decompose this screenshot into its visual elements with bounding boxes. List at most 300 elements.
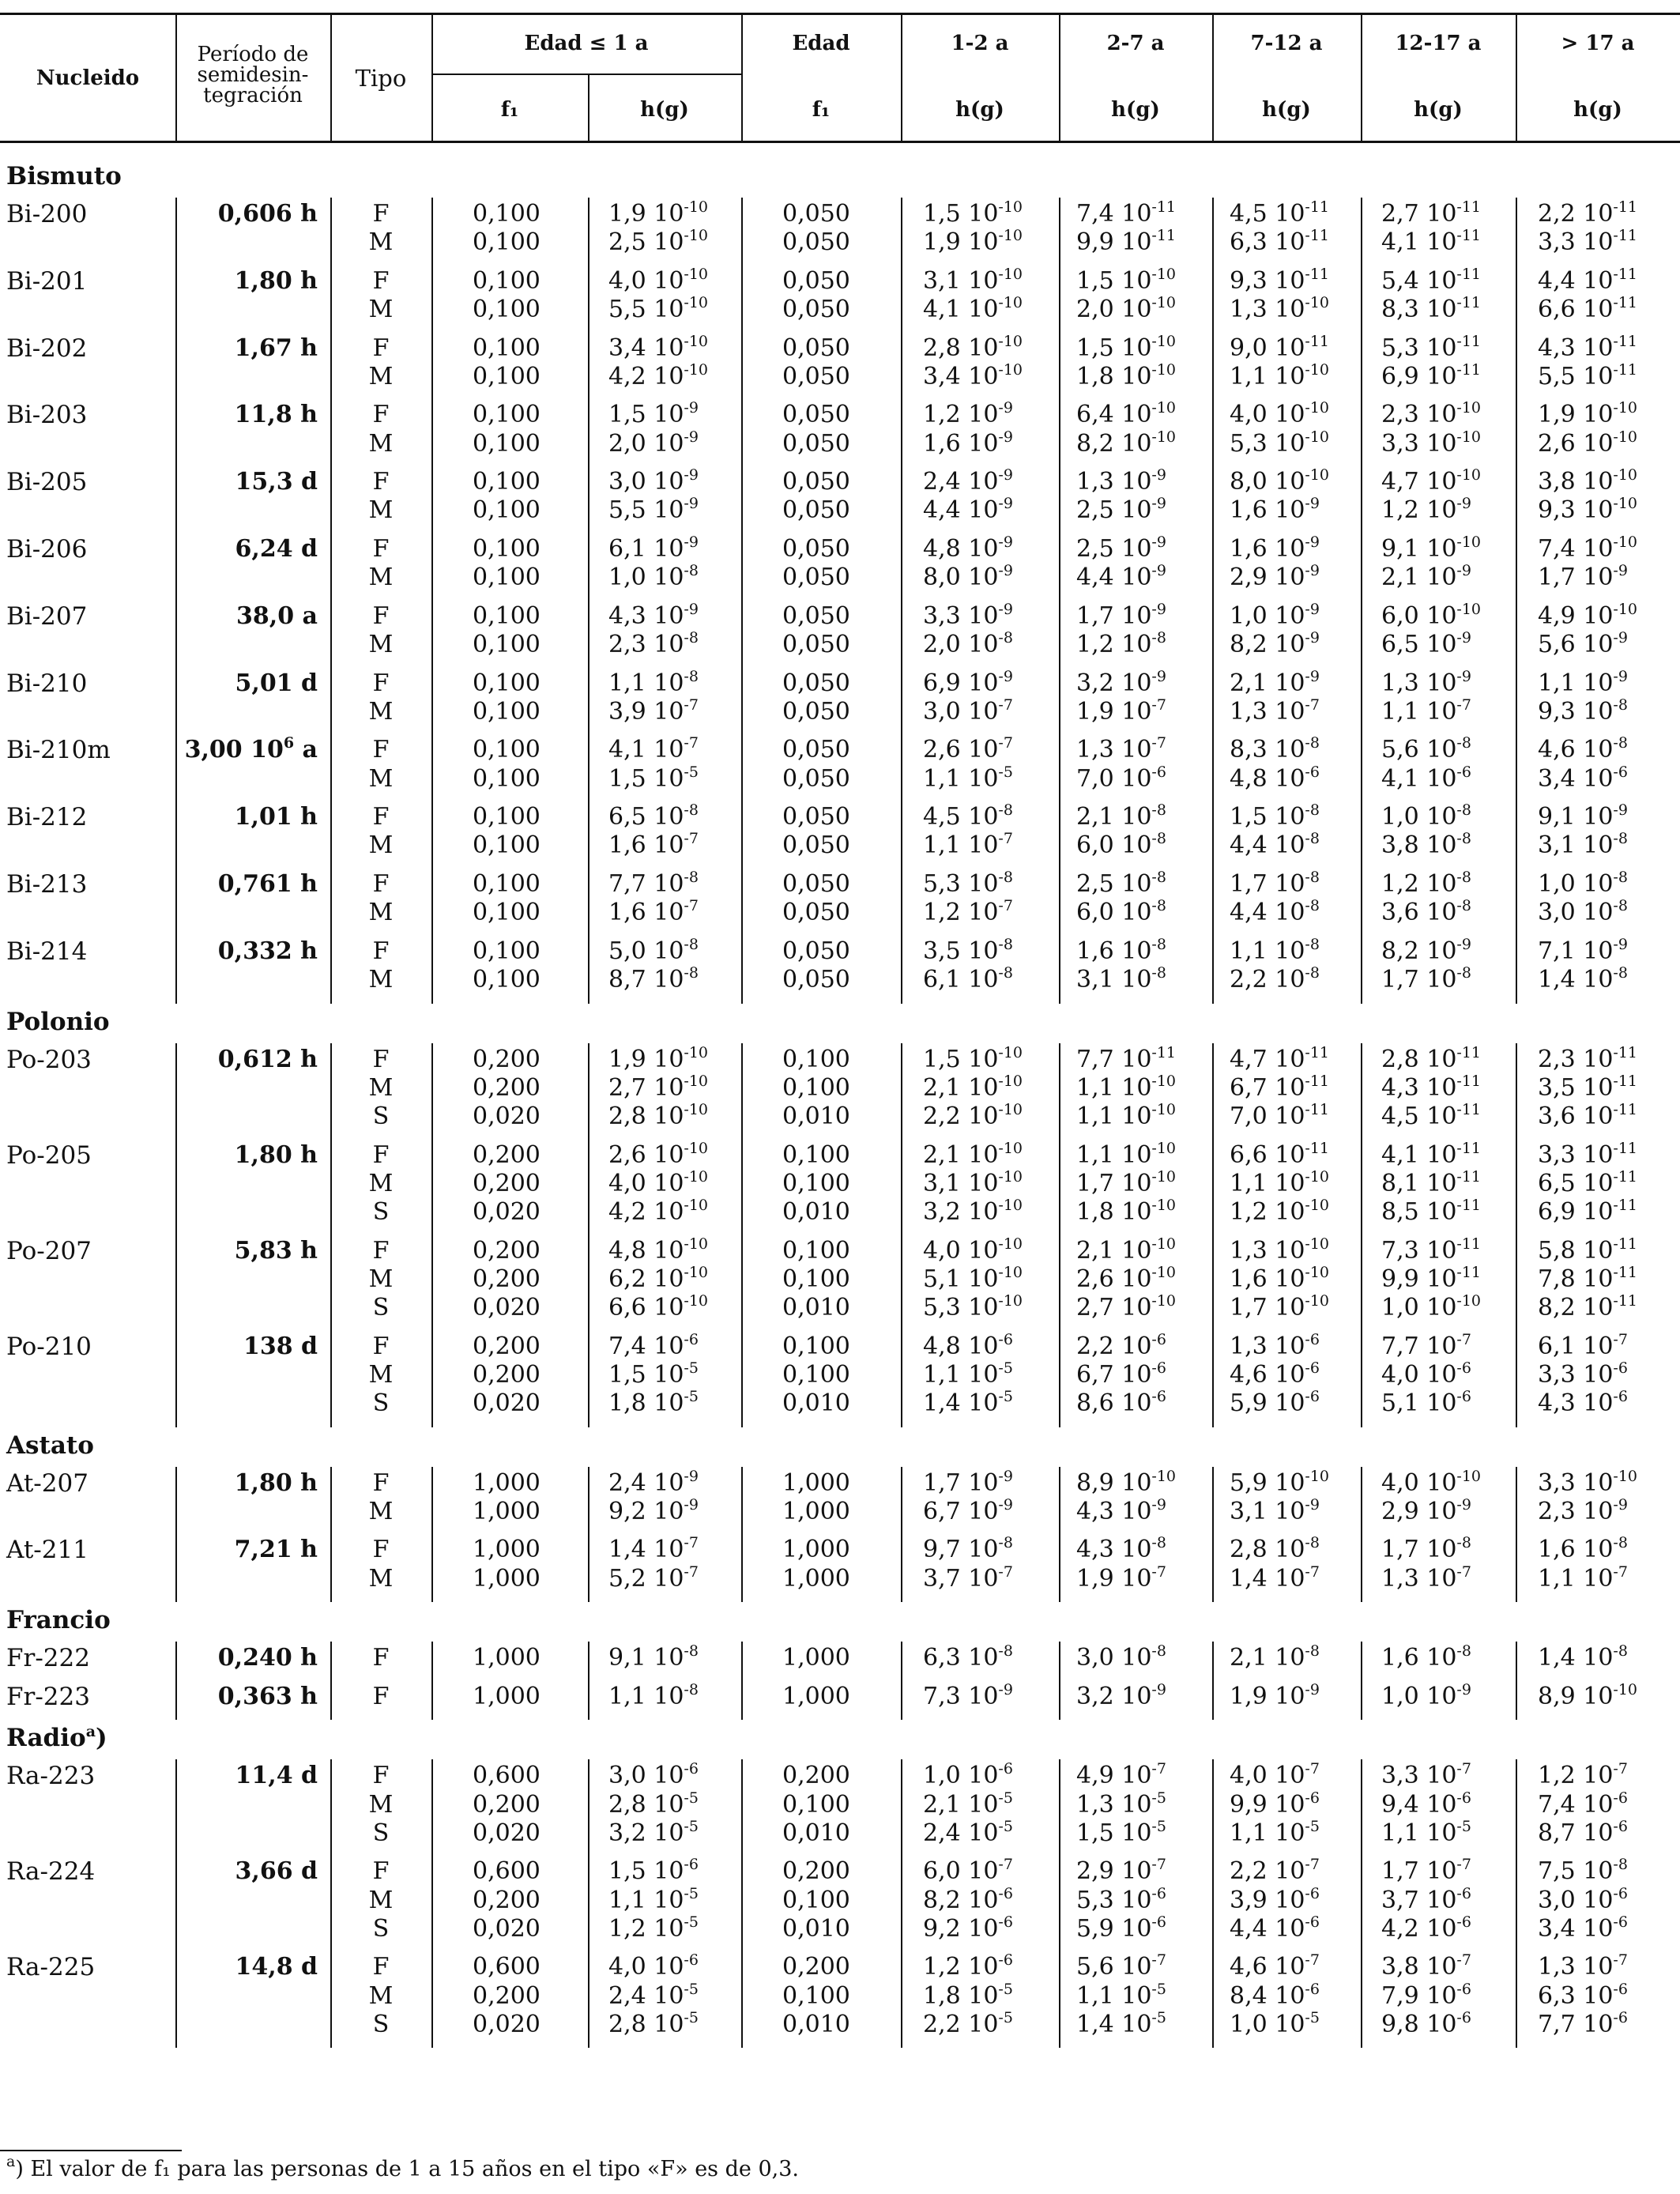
- tipo-cell: S: [372, 1198, 390, 1226]
- h-age-cell-exponent: -8: [1305, 734, 1320, 752]
- h-age-cell-mantissa: 6,3 10: [1230, 228, 1305, 257]
- h-age-cell-mantissa: 1,2 10: [923, 1953, 999, 1981]
- h-age-cell-mantissa: 1,7 10: [1076, 601, 1152, 630]
- h-age-cell-exponent: -10: [1151, 1167, 1177, 1186]
- half-life: [175, 804, 318, 831]
- h-age-cell-mantissa: 9,0 10: [1230, 334, 1305, 362]
- h-infant-cell-mantissa: 5,5 10: [608, 496, 684, 525]
- f1-infant-cell: 0,100: [473, 468, 541, 496]
- h-age-cell-mantissa: 6,7 10: [1076, 1360, 1152, 1389]
- h-age-cell-mantissa: 4,9 10: [1076, 1762, 1152, 1790]
- h-age-cell-exponent: -10: [1305, 466, 1330, 484]
- h-infant-cell: [608, 466, 699, 496]
- f1-infant-cell: 0,100: [473, 401, 541, 429]
- tipo-cell: M: [368, 1265, 394, 1293]
- h-infant-cell: [608, 667, 699, 697]
- h-age-cell-exponent: -11: [1613, 1043, 1638, 1061]
- h-age-cell: [1538, 1043, 1638, 1073]
- h-age-cell: [1381, 899, 1471, 926]
- half-life-value: 5,01 d: [235, 669, 318, 697]
- tipo-cell: F: [372, 266, 390, 295]
- h-age-cell: [1230, 1467, 1330, 1497]
- h-age-cell: [1538, 428, 1638, 458]
- f1-cell: 0,050: [782, 401, 850, 429]
- h-infant-cell: [608, 1199, 708, 1226]
- h-age-cell-exponent: -10: [1151, 1197, 1177, 1214]
- h-age-cell-exponent: -8: [998, 629, 1013, 647]
- h-age-cell-exponent: -11: [1151, 198, 1177, 216]
- h-infant-cell: [608, 1359, 699, 1389]
- f1-infant-cell: 0,200: [473, 1790, 541, 1819]
- h-infant-cell: [608, 198, 709, 228]
- header-hg: h(g): [1573, 98, 1622, 122]
- h-age-cell-mantissa: 1,3 10: [1230, 296, 1305, 323]
- f1-cell: 0,200: [782, 1953, 850, 1981]
- h-age-cell: [1538, 2008, 1628, 2038]
- h-age-cell-mantissa: 1,3 10: [1230, 697, 1305, 726]
- h-age-cell-exponent: -7: [998, 830, 1013, 848]
- h-age-cell-mantissa: 9,7 10: [923, 1536, 999, 1564]
- h-age-cell-mantissa: 8,3 10: [1230, 736, 1305, 764]
- h-age-cell: [923, 899, 1013, 926]
- h-age-cell: [923, 401, 1013, 428]
- h-age-cell-mantissa: 1,1 10: [1076, 1073, 1152, 1102]
- half-life: [175, 401, 318, 428]
- h-age-cell-mantissa: 1,1 10: [1076, 1981, 1152, 2010]
- f1-cell: 0,050: [782, 200, 850, 228]
- column-rule: [1212, 1043, 1214, 1427]
- f1-cell: 0,010: [782, 1294, 850, 1321]
- h-age-cell: [1230, 1980, 1320, 2010]
- h-age-cell-mantissa: 6,5 10: [1538, 1169, 1614, 1197]
- h-age-cell-exponent: -8: [1613, 1642, 1628, 1661]
- h-age-cell-mantissa: 1,0 10: [1381, 803, 1457, 831]
- h-age-cell-mantissa: 1,9 10: [1230, 1682, 1305, 1710]
- h-age-cell-exponent: -10: [1456, 399, 1482, 417]
- h-infant-cell-mantissa: 1,5 10: [608, 764, 684, 793]
- h-age-cell-mantissa: 7,7 10: [1381, 1332, 1457, 1360]
- h-age-cell-exponent: -5: [1151, 1980, 1166, 1998]
- h-infant-cell-exponent: -10: [684, 1292, 709, 1310]
- h-age-cell: [1381, 332, 1482, 362]
- h-infant-cell-mantissa: 2,5 10: [608, 228, 684, 257]
- f1-infant-cell: 0,200: [473, 1265, 541, 1293]
- h-age-cell-exponent: -11: [1456, 1235, 1482, 1253]
- h-age-cell-exponent: -7: [1151, 1563, 1166, 1581]
- f1-cell: 0,010: [782, 1914, 850, 1943]
- tipo-cell: F: [372, 601, 390, 630]
- h-age-cell: [1381, 1263, 1482, 1293]
- column-rule: [1212, 1467, 1214, 1603]
- h-age-cell: [1230, 935, 1320, 965]
- header-edad: Edad: [792, 32, 850, 55]
- h-age-cell: [1230, 1762, 1320, 1789]
- h-infant-cell-mantissa: 1,5 10: [608, 1360, 684, 1389]
- h-age-cell-exponent: -8: [1456, 897, 1471, 915]
- h-age-cell-mantissa: 3,3 10: [923, 601, 999, 630]
- h-infant-cell-mantissa: 5,0 10: [608, 937, 684, 965]
- h-age-cell-mantissa: 1,2 10: [1230, 1198, 1305, 1226]
- tipo-cell: F: [372, 1332, 390, 1360]
- h-age-cell: [1381, 198, 1482, 228]
- h-age-cell: [1076, 1139, 1177, 1169]
- f1-infant-cell: 0,100: [473, 966, 541, 993]
- f1-cell: 0,100: [782, 1981, 850, 2010]
- h-infant-cell: [608, 360, 709, 390]
- h-age-cell: [1381, 600, 1482, 630]
- tipo-cell: F: [372, 468, 390, 496]
- h-age-cell: [1076, 332, 1177, 362]
- f1-infant-cell: 0,200: [473, 1073, 541, 1102]
- h-age-cell-mantissa: 6,0 10: [1076, 831, 1152, 860]
- h-age-cell-exponent: -9: [1151, 495, 1166, 513]
- h-age-cell-exponent: -5: [998, 1388, 1013, 1405]
- h-age-cell: [1076, 198, 1177, 228]
- h-infant-cell: [608, 428, 699, 458]
- h-age-cell-exponent: -6: [1151, 1359, 1166, 1377]
- h-age-cell-mantissa: 1,1 10: [1538, 1564, 1614, 1593]
- h-age-cell: [923, 564, 1013, 591]
- h-age-cell: [1381, 1817, 1471, 1847]
- h-age-cell-mantissa: 1,8 10: [1076, 1198, 1152, 1226]
- h-infant-cell-mantissa: 4,0 10: [608, 1953, 684, 1981]
- h-age-cell-exponent: -10: [998, 198, 1023, 216]
- f1-infant-cell: 0,200: [473, 1045, 541, 1073]
- h-infant-cell: [608, 964, 699, 993]
- h-age-cell-mantissa: 5,6 10: [1076, 1953, 1152, 1981]
- h-age-cell: [1076, 1263, 1177, 1293]
- h-age-cell: [1538, 696, 1628, 726]
- h-infant-cell: [608, 1762, 699, 1789]
- h-age-cell: [923, 198, 1023, 228]
- tipo-cell: F: [372, 1140, 390, 1169]
- h-age-cell: [1538, 1642, 1628, 1672]
- h-age-cell-exponent: -9: [998, 495, 1013, 513]
- h-age-cell-mantissa: 5,9 10: [1230, 1468, 1305, 1497]
- tipo-cell: M: [368, 764, 394, 793]
- h-age-cell-mantissa: 2,2 10: [1230, 1857, 1305, 1886]
- h-age-cell-exponent: -7: [1305, 1760, 1320, 1778]
- h-age-cell: [1230, 964, 1320, 993]
- h-age-cell-exponent: -7: [1456, 1856, 1471, 1874]
- h-age-cell-exponent: -8: [998, 869, 1013, 886]
- h-age-cell-mantissa: 4,5 10: [1230, 200, 1305, 228]
- h-infant-cell-exponent: -8: [684, 869, 699, 886]
- h-age-cell-exponent: -11: [1151, 227, 1177, 245]
- h-age-cell-mantissa: 3,6 10: [1538, 1103, 1614, 1130]
- h-age-cell: [1381, 696, 1471, 726]
- h-age-cell: [1076, 1292, 1177, 1321]
- h-infant-cell-mantissa: 5,2 10: [608, 1564, 684, 1593]
- h-age-cell: [923, 1789, 1013, 1819]
- h-age-cell-exponent: -11: [1305, 332, 1330, 350]
- h-infant-cell-mantissa: 4,0 10: [608, 1169, 684, 1197]
- h-age-cell: [923, 533, 1013, 563]
- h-age-cell-mantissa: 3,1 10: [1538, 831, 1614, 860]
- h-age-cell: [1230, 1330, 1320, 1360]
- h-age-cell: [1381, 1495, 1471, 1525]
- h-age-cell: [1076, 428, 1177, 458]
- h-age-cell-mantissa: 1,9 10: [1076, 1564, 1152, 1593]
- h-infant-cell: [608, 1858, 699, 1885]
- f1-infant-cell: 1,000: [473, 1536, 541, 1564]
- h-age-cell-exponent: -10: [1151, 1292, 1177, 1310]
- h-infant-cell-exponent: -5: [684, 1884, 699, 1902]
- h-age-cell: [1381, 871, 1471, 898]
- h-infant-cell-mantissa: 2,4 10: [608, 1468, 684, 1497]
- h-age-cell-exponent: -8: [1305, 869, 1320, 886]
- h-age-cell-exponent: -9: [1456, 495, 1471, 513]
- f1-infant-cell: 0,100: [473, 601, 541, 630]
- h-infant-cell-exponent: -10: [684, 1235, 709, 1253]
- h-age-cell-exponent: -10: [1151, 1139, 1177, 1157]
- h-age-cell-mantissa: 8,3 10: [1381, 296, 1457, 323]
- h-age-cell-mantissa: 3,8 10: [1538, 468, 1614, 496]
- f1-infant-cell: 0,200: [473, 1886, 541, 1914]
- h-age-cell: [1076, 1199, 1176, 1226]
- h-age-cell: [1538, 899, 1628, 926]
- tipo-cell: M: [368, 429, 394, 458]
- h-age-cell-exponent: -6: [1613, 1913, 1628, 1931]
- h-infant-cell-exponent: -9: [684, 495, 699, 513]
- h-age-cell: [1381, 1536, 1471, 1563]
- h-infant-cell-mantissa: 9,1 10: [608, 1644, 684, 1672]
- h-age-cell-exponent: -9: [1305, 562, 1320, 580]
- h-age-cell-mantissa: 4,1 10: [923, 296, 999, 323]
- h-age-cell-mantissa: 3,2 10: [1076, 669, 1152, 697]
- h-age-cell: [1230, 497, 1320, 524]
- h-age-cell-mantissa: 3,9 10: [1230, 1886, 1305, 1914]
- half-life-value: 11,4 d: [235, 1762, 318, 1790]
- h-age-cell-mantissa: 4,4 10: [1076, 564, 1152, 592]
- h-infant-cell-mantissa: 6,2 10: [608, 1265, 684, 1293]
- h-infant-cell-mantissa: 4,2 10: [608, 362, 684, 390]
- h-age-cell-mantissa: 6,7 10: [923, 1497, 999, 1525]
- h-age-cell-exponent: -10: [1151, 332, 1177, 350]
- tipo-cell: F: [372, 669, 390, 697]
- h-age-cell-mantissa: 8,2 10: [1381, 937, 1457, 965]
- h-age-cell: [1538, 1167, 1638, 1197]
- header-age-col: 1-2 a: [951, 32, 1009, 55]
- header-age-col: 7-12 a: [1250, 32, 1323, 55]
- h-age-cell-exponent: -9: [1613, 801, 1628, 820]
- h-age-cell-exponent: -10: [1456, 1467, 1482, 1485]
- h-age-cell-exponent: -8: [1151, 1642, 1166, 1661]
- h-age-cell: [1538, 935, 1628, 965]
- tipo-cell: F: [372, 1236, 390, 1265]
- h-age-cell-exponent: -5: [998, 1817, 1013, 1835]
- f1-cell: 0,050: [782, 831, 850, 860]
- column-rule: [901, 1467, 902, 1603]
- half-life: [175, 1683, 318, 1710]
- tipo-cell: F: [372, 334, 390, 362]
- h-age-cell-exponent: -9: [1151, 1680, 1166, 1698]
- h-age-cell: [1381, 763, 1471, 793]
- h-age-cell-exponent: -8: [998, 964, 1013, 982]
- h-age-cell-exponent: -9: [1151, 562, 1166, 580]
- header-bottom-rule: [0, 141, 1680, 143]
- column-rule: [741, 198, 743, 1004]
- h-age-cell-exponent: -6: [1456, 1789, 1471, 1807]
- h-age-cell-mantissa: 1,6 10: [1381, 1644, 1457, 1672]
- h-age-cell: [1538, 401, 1637, 428]
- f1-infant-cell: 0,100: [473, 266, 541, 295]
- h-age-cell-mantissa: 1,4 10: [1076, 2010, 1152, 2038]
- h-age-cell-exponent: -7: [1151, 1760, 1166, 1778]
- h-age-cell: [1230, 801, 1320, 831]
- h-age-cell-mantissa: 3,2 10: [923, 1198, 999, 1226]
- h-age-cell-mantissa: 8,1 10: [1381, 1169, 1457, 1197]
- column-rule: [175, 1759, 177, 2048]
- footnote: [6, 2153, 799, 2183]
- h-infant-cell-mantissa: 3,0 10: [608, 1762, 684, 1790]
- h-infant-cell-exponent: -10: [684, 227, 709, 245]
- h-age-cell-exponent: -11: [1613, 1263, 1638, 1281]
- h-age-cell-mantissa: 3,5 10: [923, 937, 999, 965]
- h-age-cell: [1538, 1390, 1628, 1417]
- h-infant-cell-mantissa: 1,9 10: [608, 200, 684, 228]
- half-life-value: 1,80 h: [234, 266, 318, 295]
- edad-underline: [431, 74, 741, 75]
- h-age-cell-mantissa: 3,3 10: [1381, 429, 1457, 458]
- h-age-cell-mantissa: 8,2 10: [1230, 631, 1305, 658]
- header-age-col: 12-17 a: [1395, 32, 1482, 55]
- h-age-cell: [1381, 1292, 1482, 1321]
- nuclide-name: Ra-223: [6, 1762, 96, 1791]
- h-age-cell-exponent: -11: [1305, 1072, 1330, 1090]
- h-infant-cell-mantissa: 8,7 10: [608, 966, 684, 993]
- h-age-cell-exponent: -7: [998, 696, 1013, 714]
- h-age-cell-exponent: -9: [1613, 562, 1628, 580]
- h-age-cell-exponent: -10: [1456, 466, 1482, 484]
- h-age-cell-mantissa: 3,1 10: [1076, 966, 1152, 993]
- h-age-cell: [923, 600, 1013, 630]
- h-age-cell: [923, 667, 1013, 697]
- h-age-cell: [923, 1103, 1023, 1130]
- h-age-cell-exponent: -8: [1305, 935, 1320, 953]
- h-age-cell-exponent: -10: [998, 1197, 1023, 1214]
- h-age-cell: [1076, 871, 1166, 898]
- h-age-cell: [1538, 631, 1628, 658]
- h-age-cell-exponent: -10: [1151, 1072, 1177, 1090]
- h-age-cell: [1381, 564, 1471, 591]
- h-infant-cell: [608, 1789, 699, 1819]
- h-infant-cell: [608, 1913, 699, 1943]
- h-age-cell: [1076, 1789, 1166, 1819]
- h-age-cell-exponent: -11: [1613, 1292, 1638, 1310]
- h-age-cell-exponent: -6: [1613, 1388, 1628, 1405]
- tipo-cell: F: [372, 937, 390, 965]
- f1-infant-cell: 0,020: [473, 1198, 541, 1226]
- h-age-cell-mantissa: 6,3 10: [923, 1644, 999, 1672]
- column-rule: [588, 198, 590, 1004]
- h-age-cell-mantissa: 5,6 10: [1381, 736, 1457, 764]
- column-rule: [1516, 1043, 1517, 1427]
- h-age-cell-mantissa: 2,0 10: [1076, 296, 1152, 323]
- h-age-cell-exponent: -6: [1151, 1388, 1166, 1405]
- half-life-value: 0,363 h: [217, 1682, 318, 1710]
- h-age-cell-exponent: -8: [1613, 1534, 1628, 1552]
- h-age-cell-exponent: -5: [1305, 1817, 1320, 1835]
- h-infant-cell-exponent: -10: [684, 198, 709, 216]
- h-age-cell-mantissa: 1,1 10: [923, 764, 999, 793]
- h-age-cell-exponent: -11: [1151, 1043, 1177, 1061]
- nuclide-name: Bi-212: [6, 803, 88, 832]
- column-rule: [1059, 198, 1060, 1004]
- h-age-cell-mantissa: 7,9 10: [1381, 1981, 1457, 2010]
- h-age-cell: [1076, 1817, 1166, 1847]
- f1-infant-cell: 0,100: [473, 831, 541, 860]
- h-age-cell-mantissa: 2,4 10: [923, 1819, 999, 1847]
- h-age-cell-exponent: -8: [998, 801, 1013, 820]
- h-age-cell-mantissa: 4,8 10: [1230, 764, 1305, 793]
- h-age-cell: [1538, 1884, 1628, 1914]
- tipo-cell: F: [372, 736, 390, 764]
- h-age-cell: [1076, 564, 1166, 591]
- h-age-cell-exponent: -7: [1151, 734, 1166, 752]
- tipo-cell: S: [372, 1819, 390, 1847]
- h-age-cell-exponent: -5: [998, 1980, 1013, 1998]
- h-infant-cell-mantissa: 3,2 10: [608, 1819, 684, 1847]
- h-infant-cell-exponent: -10: [684, 1197, 709, 1214]
- h-age-cell: [1230, 667, 1320, 697]
- element-heading: [6, 163, 122, 190]
- f1-cell: 0,100: [782, 1332, 850, 1360]
- h-age-cell-exponent: -11: [1456, 332, 1482, 350]
- f1-cell: 0,010: [782, 1819, 850, 1847]
- half-life-value: 1,80 h: [234, 1468, 318, 1497]
- h-age-cell-mantissa: 5,3 10: [1076, 1886, 1152, 1914]
- h-age-cell-exponent: -6: [1305, 1330, 1320, 1348]
- tipo-cell: M: [368, 228, 394, 257]
- h-infant-cell-exponent: -6: [684, 1330, 699, 1348]
- h-infant-cell-exponent: -8: [684, 629, 699, 647]
- h-age-cell-mantissa: 1,2 10: [1381, 870, 1457, 898]
- h-age-cell-mantissa: 1,3 10: [1076, 468, 1152, 496]
- h-age-cell-exponent: -5: [998, 1789, 1013, 1807]
- h-age-cell: [1076, 600, 1166, 630]
- h-age-cell-mantissa: 8,7 10: [1538, 1819, 1614, 1847]
- tipo-cell: F: [372, 1762, 390, 1790]
- h-age-cell-mantissa: 5,3 10: [1381, 334, 1457, 362]
- h-age-cell-exponent: -9: [1151, 466, 1166, 484]
- column-rule: [330, 1043, 332, 1427]
- h-age-cell-mantissa: 8,0 10: [923, 564, 999, 592]
- h-age-cell: [1538, 360, 1638, 390]
- h-age-cell: [1381, 1951, 1471, 1981]
- h-age-cell-mantissa: 9,9 10: [1076, 228, 1152, 257]
- h-age-cell-exponent: -8: [1456, 964, 1471, 982]
- f1-infant-cell: 1,000: [473, 1468, 541, 1497]
- h-age-cell-exponent: -8: [1613, 830, 1628, 848]
- h-infant-cell-mantissa: 4,2 10: [608, 1198, 684, 1226]
- h-age-cell-exponent: -11: [1456, 1197, 1482, 1214]
- h-age-cell: [1381, 1884, 1471, 1914]
- h-infant-cell-mantissa: 2,4 10: [608, 1981, 684, 2010]
- half-life-value: 0,612 h: [217, 1045, 318, 1073]
- h-age-cell: [1538, 1858, 1628, 1885]
- h-age-cell: [1076, 667, 1166, 697]
- column-rule: [741, 1642, 743, 1720]
- h-age-cell-mantissa: 2,6 10: [1076, 1265, 1152, 1293]
- h-age-cell-mantissa: 1,1 10: [1076, 1103, 1152, 1130]
- h-age-cell-mantissa: 4,8 10: [923, 1332, 999, 1360]
- h-age-cell-mantissa: 5,3 10: [1230, 429, 1305, 458]
- h-age-cell-mantissa: 9,1 10: [1538, 803, 1614, 831]
- h-age-cell-mantissa: 2,1 10: [1076, 1236, 1152, 1265]
- h-age-cell: [923, 1467, 1013, 1497]
- h-age-cell: [1538, 1359, 1628, 1389]
